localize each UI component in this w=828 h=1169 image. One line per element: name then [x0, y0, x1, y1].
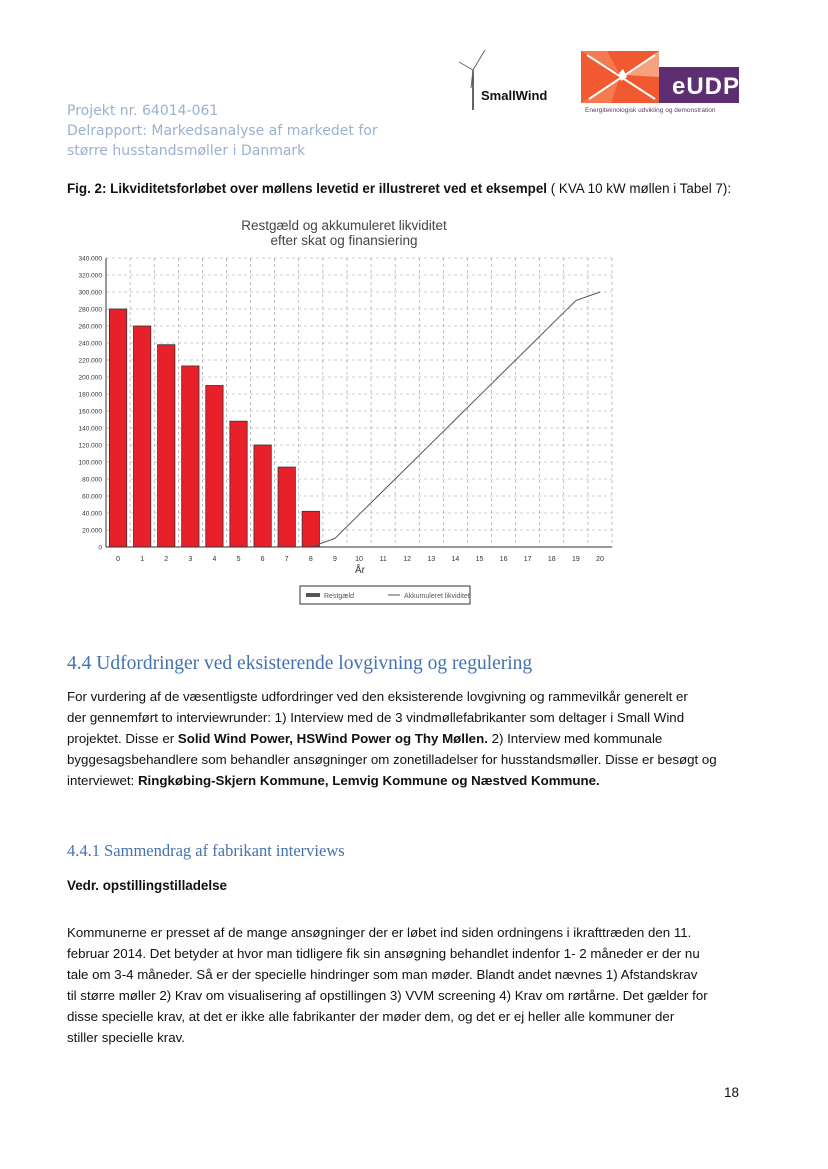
x-tick-label: 17	[523, 556, 532, 563]
y-tick-label: 20.000	[82, 527, 102, 535]
y-tick-label: 200.000	[78, 374, 102, 382]
text-run: For vurdering af de væsentligste udfordringer ved den eksisterende lovgivning og rammevilkår generelt er	[67, 689, 688, 704]
report-title-line-2: større husstandsmøller i Danmark	[67, 143, 306, 159]
paragraph-line: disse specielle krav, at det er ikke alle fabrikanter der møder dem, og det er ej heller alle kommuner der	[67, 1009, 675, 1024]
x-axis-label: År	[355, 565, 365, 576]
chart-title: Restgæld og akkumuleret likviditet	[241, 218, 447, 233]
eudp-logo	[579, 51, 739, 121]
liquidity-line	[311, 292, 600, 547]
y-tick-label: 80.000	[82, 476, 102, 484]
body-paragraph	[67, 922, 767, 1048]
project-number: Projekt nr. 64014-061	[67, 103, 219, 119]
paragraph-line: til større møller 2) Krav om visualisering af opstillingen 3) VVM screening 4) Krav om rørtårne. Det gælder for	[67, 988, 708, 1003]
chart-legend	[300, 586, 470, 604]
x-tick-label: 20	[596, 556, 604, 563]
x-tick-label: 6	[260, 556, 265, 563]
y-tick-label: 320.000	[78, 272, 102, 280]
paragraph-line: tale om 3-4 måneder. Så er der specielle hindringer som man møder. Blandt andet nævnes 1) Afstandskrav	[67, 967, 698, 982]
eudp-logo-subtitle: Energiteknologisk udvikling og demonstration	[585, 107, 716, 114]
y-tick-label: 220.000	[78, 357, 102, 365]
x-tick-label: 12	[403, 556, 412, 563]
text-run: der gennemført to interviewrunder: 1) Interview med de 3 vindmøllefabrikanter som deltager i Small Wind	[67, 710, 685, 725]
y-tick-label: 160.000	[78, 408, 102, 416]
smallwind-logo	[455, 48, 565, 114]
restgaeld-bar	[158, 345, 175, 547]
x-axis-ticks	[116, 556, 604, 563]
x-tick-label: 9	[332, 556, 337, 563]
y-tick-label: 140.000	[78, 425, 102, 433]
restgaeld-bar	[254, 445, 271, 547]
figure-caption	[67, 181, 731, 196]
smallwind-logo-text: SmallWind	[481, 88, 548, 103]
paragraph-line	[67, 728, 767, 749]
x-tick-label: 19	[571, 556, 580, 563]
eudp-logo-text: eUDP	[672, 73, 741, 100]
x-tick-label: 0	[116, 556, 121, 563]
restgaeld-bar	[206, 386, 223, 548]
restgaeld-bar	[109, 309, 126, 547]
x-tick-label: 16	[499, 556, 508, 563]
bold-text: Ringkøbing-Skjern Kommune, Lemvig Kommune og Næstved Kommune.	[137, 773, 600, 788]
legend-akkumuleret: Akkumuleret likviditet	[404, 593, 470, 600]
x-tick-label: 1	[140, 556, 145, 563]
subhead-opstillingstilladelse: Vedr. opstillingstilladelse	[67, 878, 227, 893]
y-tick-label: 120.000	[78, 442, 102, 450]
y-tick-label: 340.000	[78, 255, 102, 263]
paragraph-line	[67, 749, 767, 770]
paragraph-line: stiller specielle krav.	[67, 1030, 185, 1045]
wind-turbine-icon	[455, 48, 565, 114]
y-tick-label: 240.000	[78, 340, 102, 348]
x-tick-label: 5	[236, 556, 241, 563]
x-tick-label: 13	[427, 556, 436, 563]
paragraph-line	[67, 707, 767, 728]
x-tick-label: 15	[475, 556, 484, 563]
x-tick-label: 7	[284, 556, 289, 563]
text-run: byggesagsbehandlere som behandler ansøgninger om zonetilladelser for husstandsmøller. Disse er besøgt og	[67, 752, 717, 767]
text-run: projektet. Disse er	[67, 731, 178, 746]
restgaeld-bar	[133, 326, 150, 547]
legend-restgaeld: Restgæld	[324, 593, 354, 600]
paragraph-line: februar 2014. Det betyder at hvor man tidligere fik sin ansøgning behandlet indenfor 1- 2 måneder er der nu	[67, 946, 700, 961]
bold-text: Solid Wind Power, HSWind Power og Thy Møllen.	[177, 731, 488, 746]
x-tick-label: 4	[212, 556, 217, 563]
y-tick-label: 260.000	[78, 323, 102, 331]
figure-caption-bold: Fig. 2: Likviditetsforløbet over møllens levetid er illustreret ved et eksempel	[67, 181, 547, 196]
x-tick-label: 14	[451, 556, 460, 563]
paragraph-line	[67, 686, 767, 707]
chart-subtitle: efter skat og finansiering	[270, 233, 418, 248]
x-tick-label: 8	[308, 556, 313, 563]
legend-bar-swatch	[306, 593, 320, 597]
text-run: interviewet:	[67, 773, 138, 788]
project-header	[67, 101, 378, 161]
subsection-heading: 4.4.1 Sammendrag af fabrikant interviews	[67, 841, 345, 860]
report-title-line-1: Delrapport: Markedsanalyse af markedet for	[67, 123, 378, 139]
text-run: 2) Interview med kommunale	[487, 731, 663, 746]
section-heading: 4.4 Udfordringer ved eksisterende lovgivning og regulering	[67, 653, 533, 674]
x-tick-label: 10	[355, 556, 363, 563]
x-tick-label: 2	[164, 556, 169, 563]
restgaeld-bar	[278, 467, 295, 547]
x-tick-label: 3	[188, 556, 193, 563]
y-tick-label: 100.000	[78, 459, 102, 467]
paragraph-line	[67, 770, 767, 791]
x-tick-label: 18	[547, 556, 556, 563]
figure-caption-normal: ( KVA 10 kW møllen i Tabel 7):	[546, 181, 732, 196]
y-tick-label: 60.000	[82, 493, 102, 501]
y-tick-label: 40.000	[82, 510, 102, 518]
liquidity-chart	[60, 214, 640, 614]
y-tick-label: 0	[98, 544, 102, 552]
y-axis-ticks	[79, 256, 103, 552]
intro-paragraph	[67, 686, 767, 791]
y-tick-label: 280.000	[78, 306, 102, 314]
restgaeld-bar	[302, 511, 319, 547]
y-tick-label: 300.000	[78, 289, 102, 297]
restgaeld-bar	[230, 421, 247, 547]
paragraph-line: Kommunerne er presset af de mange ansøgninger der er løbet ind siden ordningens i ikrafttræden den 11.	[67, 925, 692, 940]
restgaeld-bar	[182, 366, 199, 547]
x-tick-label: 11	[379, 556, 387, 563]
page-number: 18	[724, 1085, 740, 1100]
y-tick-label: 180.000	[78, 391, 102, 399]
